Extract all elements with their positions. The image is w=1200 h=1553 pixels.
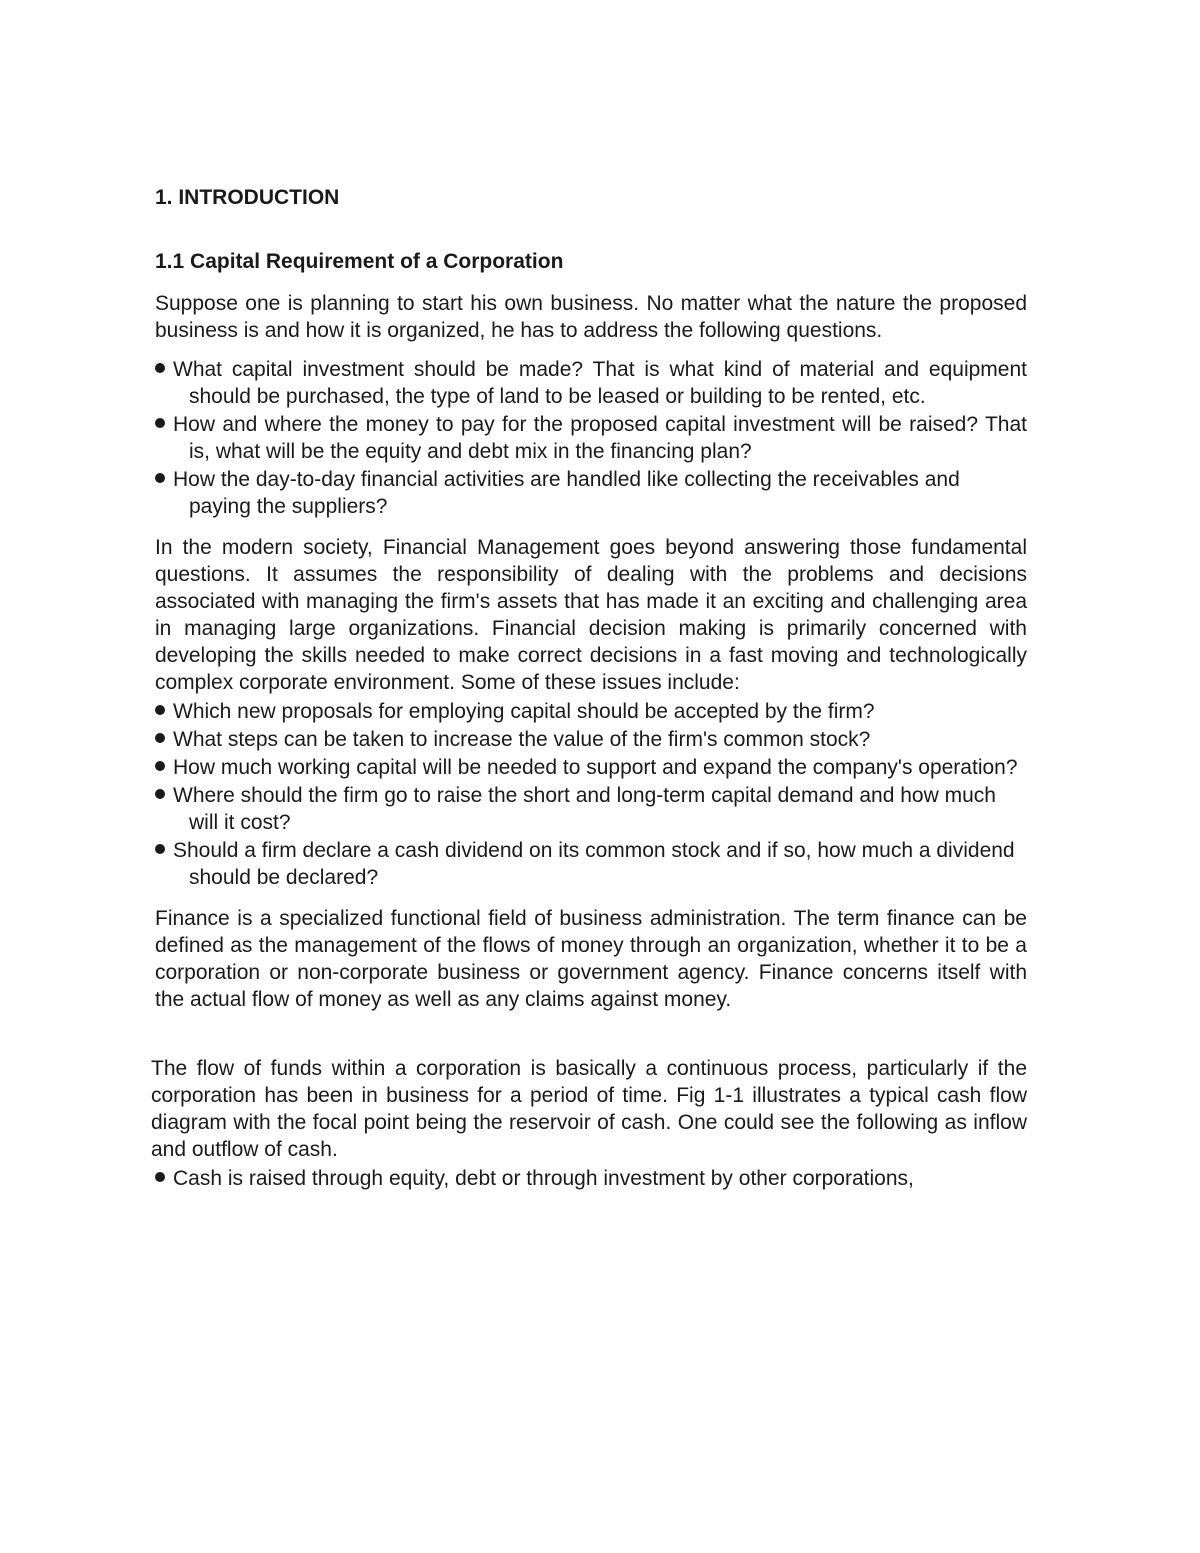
list-item: [155, 726, 1027, 753]
document-body: [151, 184, 1027, 1193]
subsection-heading: 1.1 Capital Requirement of a Corporation: [155, 250, 564, 273]
section-heading: 1. INTRODUCTION: [155, 186, 340, 209]
list-item-text: Which new proposals for employing capital should be accepted by the firm?: [173, 700, 875, 723]
bullet-icon: [155, 363, 165, 373]
list-item: [155, 754, 1027, 781]
list-item-text: How much working capital will be needed to support and expand the company's operation?: [173, 756, 1018, 779]
bullet-icon: [155, 844, 165, 854]
finance-paragraph: Finance is a specialized functional field of business administration. The term finance can be defined as the management of the flows of money through an organization, whether it to be a corporation or non-corporate business or government agency. Finance concerns itself with the actual flow of money as well as any claims against money.: [155, 907, 1027, 1011]
bullet-icon: [155, 1172, 165, 1182]
list-item: [155, 782, 1027, 836]
issues-list: [155, 698, 1027, 891]
list-item-text: How and where the money to pay for the proposed capital investment will be raised? That is, what will be the equity and debt mix in the financing plan?: [173, 413, 1027, 463]
list-item: [155, 698, 1027, 725]
cash-points-list: [155, 1165, 1027, 1192]
list-item: [155, 466, 1027, 520]
modern-society-paragraph: In the modern society, Financial Management goes beyond answering those fundamental questions. It assumes the responsibility of dealing with the problems and decisions associated with managing the firm's assets that has made it an exciting and challenging area in managing large organizations. Financial decision making is primarily concerned with developing the skills needed to make correct decisions in a fast moving and technologically complex corporate environment. Some of these issues include:: [155, 536, 1027, 694]
list-item-text: Should a firm declare a cash dividend on its common stock and if so, how much a dividend should be declared?: [173, 839, 1015, 889]
list-item: [155, 837, 1027, 891]
bullet-icon: [155, 733, 165, 743]
bullet-icon: [155, 473, 165, 483]
bullet-icon: [155, 418, 165, 428]
list-item: [155, 1165, 1027, 1192]
list-item-text: Where should the firm go to raise the short and long-term capital demand and how much will it cost?: [173, 784, 996, 834]
questions-list: [155, 356, 1027, 520]
list-item: [155, 411, 1027, 465]
bullet-icon: [155, 789, 165, 799]
bullet-icon: [155, 761, 165, 771]
intro-paragraph: Suppose one is planning to start his own business. No matter what the nature the proposed business is and how it is organized, he has to address the following questions.: [155, 292, 1027, 342]
list-item-text: How the day-to-day financial activities are handled like collecting the receivables and paying the suppliers?: [173, 468, 960, 518]
list-item-text: What steps can be taken to increase the value of the firm's common stock?: [173, 728, 871, 751]
list-item: [155, 356, 1027, 410]
bullet-icon: [155, 705, 165, 715]
list-item-text: What capital investment should be made? That is what kind of material and equipment should be purchased, the type of land to be leased or building to be rented, etc.: [173, 358, 1027, 408]
flow-paragraph: The flow of funds within a corporation is basically a continuous process, particularly if the corporation has been in business for a period of time. Fig 1-1 illustrates a typical cash flow diagram with the focal point being the reservoir of cash. One could see the following as inflow and outflow of cash.: [151, 1057, 1027, 1161]
list-item-text: Cash is raised through equity, debt or through investment by other corporations,: [173, 1167, 914, 1190]
